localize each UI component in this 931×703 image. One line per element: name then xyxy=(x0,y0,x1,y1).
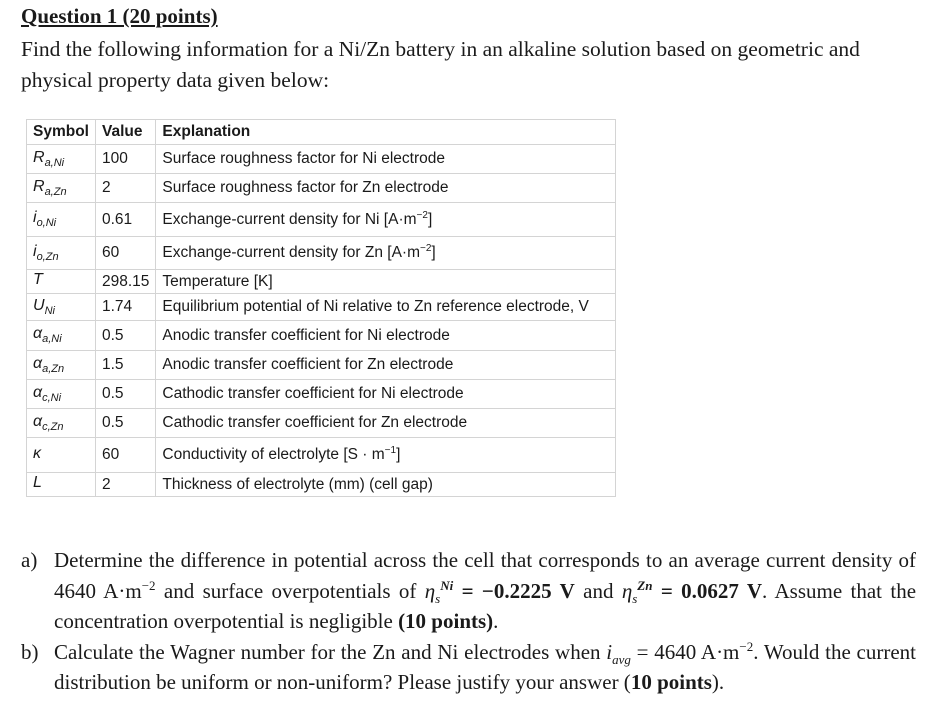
explanation-cell: Surface roughness factor for Zn electrode xyxy=(156,174,616,203)
value-cell: 1.5 xyxy=(95,351,155,380)
symbol-cell: $i_{o,Ni}$ xyxy=(27,203,96,237)
table-row xyxy=(27,203,616,237)
value-cell: 0.5 xyxy=(95,409,155,438)
table-row xyxy=(27,380,616,409)
symbol-cell: κ xyxy=(27,438,96,473)
explanation-cell: Exchange-current density for Ni $[A\cdot m^{-2}]$ xyxy=(156,203,616,237)
symbol-cell: $U_{Ni}$ xyxy=(27,294,96,321)
header-symbol: Symbol xyxy=(27,120,96,145)
explanation-cell: Exchange-current density for Zn $[A\cdot m^{-2}]$ xyxy=(156,237,616,270)
symbol-cell: L xyxy=(27,473,96,497)
part-b-points: 10 points xyxy=(630,670,712,694)
table-header-row xyxy=(27,120,616,145)
part-a-points: (10 points) xyxy=(398,609,494,633)
value-cell: 60 xyxy=(95,438,155,473)
symbol-cell: $i_{o,Zn}$ xyxy=(27,237,96,270)
explanation-cell: Cathodic transfer coefficient for Zn electrode xyxy=(156,409,616,438)
table-row xyxy=(27,473,616,497)
symbol-cell: $\alpha_{c,Ni}$ xyxy=(27,380,96,409)
table-row xyxy=(27,294,616,321)
symbol-cell: $\alpha_{a,Ni}$ xyxy=(27,321,96,351)
table-row xyxy=(27,438,616,473)
question-parts xyxy=(21,545,916,698)
table-row xyxy=(27,409,616,438)
symbol-cell: $R_{a,Ni}$ xyxy=(27,145,96,174)
table-row xyxy=(27,321,616,351)
question-intro: Find the following information for a Ni/Zn battery in an alkaline solution based on geometric and physical property data given below: xyxy=(21,37,860,92)
symbol-cell: $\alpha_{c,Zn}$ xyxy=(27,409,96,438)
value-cell: 0.61 xyxy=(95,203,155,237)
part-b: b) Calculate the Wagner number for the Zn and Ni electrodes when $i_{avg} = 4640$ $A\cdot m^{-2}$. Would the current distribution be uniform or non-uniform? Please justify your answer (10 points). xyxy=(21,638,917,694)
explanation-cell: Thickness of electrolyte (mm) (cell gap) xyxy=(156,473,616,497)
explanation-cell: Cathodic transfer coefficient for Ni electrode xyxy=(156,380,616,409)
part-a: a) Determine the difference in potential across the cell that corresponds to an average current density of 4640 $A\cdot m^{-2}$ and surface overpotentials of $\eta_s^{Ni} = -0.2225$ V and $\eta_s^{Zn} = 0.0627$ V. Assume that the concentration overpotential is negligible (10 points). xyxy=(21,545,916,637)
explanation-cell: Anodic transfer coefficient for Zn electrode xyxy=(156,351,616,380)
parameter-table xyxy=(26,119,616,497)
eta-zn-symbol: $\eta_s^{Zn}$ xyxy=(621,577,653,606)
value-cell: 60 xyxy=(95,237,155,270)
symbol-cell: T xyxy=(27,270,96,294)
header-explanation: Explanation xyxy=(156,120,616,145)
explanation-cell: Anodic transfer coefficient for Ni electrode xyxy=(156,321,616,351)
explanation-cell: Surface roughness factor for Ni electrode xyxy=(156,145,616,174)
value-cell: 0.5 xyxy=(95,321,155,351)
part-a-marker: a) xyxy=(21,548,38,572)
symbol-cell: $R_{a,Zn}$ xyxy=(27,174,96,203)
explanation-cell: Conductivity of electrolyte $[S \cdot m^{-1}]$ xyxy=(156,438,616,473)
symbol-cell: $\alpha_{a,Zn}$ xyxy=(27,351,96,380)
header-value: Value xyxy=(95,120,155,145)
table-row xyxy=(27,237,616,270)
value-cell: 2 xyxy=(95,473,155,497)
question-title: Question 1 (20 points) xyxy=(21,4,218,28)
explanation-cell: Equilibrium potential of Ni relative to Zn reference electrode, V xyxy=(156,294,616,321)
table-row xyxy=(27,174,616,203)
value-cell: 0.5 xyxy=(95,380,155,409)
part-b-marker: b) xyxy=(21,639,39,664)
value-cell: 1.74 xyxy=(95,294,155,321)
table-row xyxy=(27,270,616,294)
value-cell: 298.15 xyxy=(95,270,155,294)
table-row xyxy=(27,351,616,380)
i-avg-symbol: $i_{avg}$ xyxy=(606,639,631,667)
table-row xyxy=(27,145,616,174)
explanation-cell: Temperature [K] xyxy=(156,270,616,294)
eta-ni-symbol: $\eta_s^{Ni}$ xyxy=(424,577,454,606)
value-cell: 2 xyxy=(95,174,155,203)
value-cell: 100 xyxy=(95,145,155,174)
